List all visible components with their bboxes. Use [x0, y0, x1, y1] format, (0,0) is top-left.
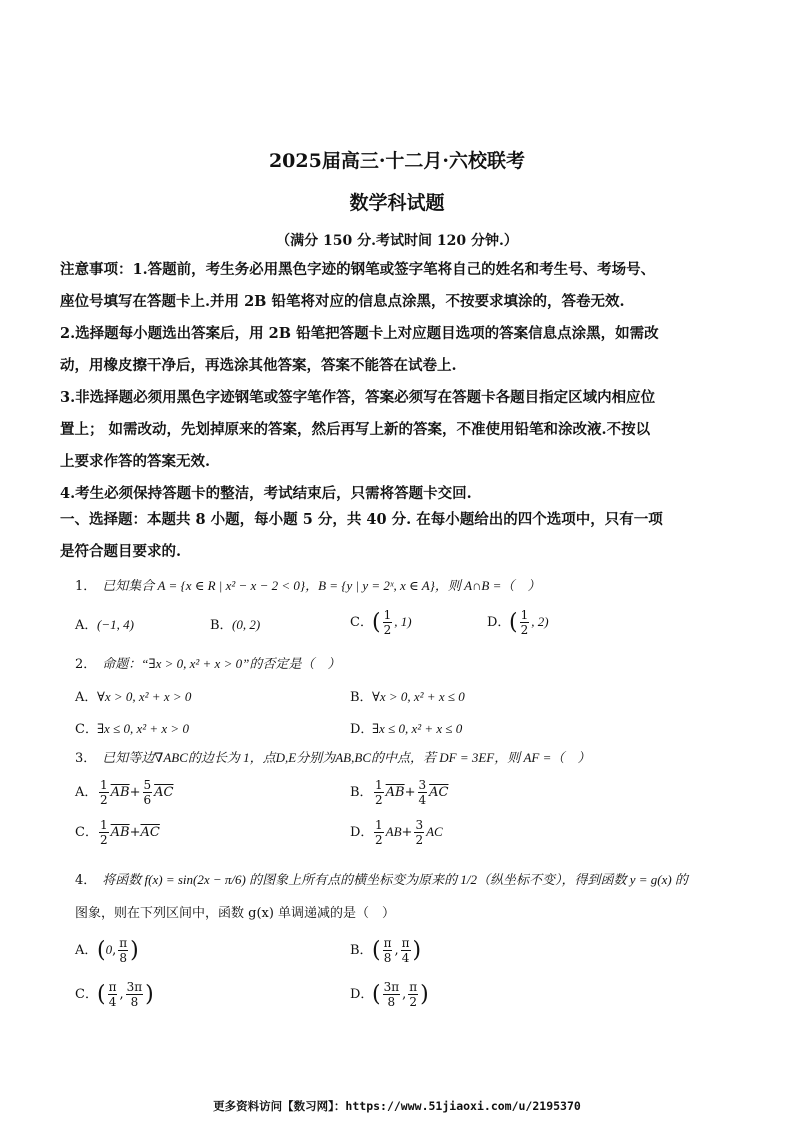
q4-option-a[interactable]: A．(0, $\frac{\pi}{8}$ )	[75, 936, 139, 965]
question-3-options-2	[75, 818, 735, 848]
exam-info: （满分 150 分.考试时间 120 分钟.）	[276, 233, 518, 249]
q1-option-c[interactable]: C．( $\frac{1}{2}$ , 1)	[350, 608, 412, 637]
question-2: 2． 命题：“∃x > 0, x² + x > 0”的否定是（ ）	[75, 656, 341, 672]
q3-option-c[interactable]: C． $\frac{1}{2}$ $\overline{AB}+\overline{AC}$	[75, 818, 160, 847]
question-4-options-2	[75, 980, 735, 1010]
note-line: 4.考生必须保持答题卡的整洁，考试结束后，只需将答题卡交回.	[60, 485, 472, 502]
notes-block	[60, 254, 736, 510]
q3-option-d[interactable]: D． $\frac{1}{2}$ AB+ $\frac{3}{2}$ AC	[350, 818, 443, 847]
note-line: 置上； 如需改动，先划掉原来的答案，然后再写上新的答案，不准使用铅笔和涂改液.不按以	[60, 421, 651, 438]
question-1: 1． 已知集合 A = {x ∈ R | x² − x − 2 < 0}，B = {y | y = 2ˣ, x ∈ A}，则 A∩B =（ ）	[75, 578, 541, 594]
q2-option-d[interactable]: D．∃x ≤ 0, x² + x ≤ 0	[350, 721, 463, 737]
question-3-text: 已知等边∇ABC的边长为 1，点D,E分别为AB,BC的中点，若 DF = 3EF，则 AF =（ ）	[102, 750, 591, 765]
q2-option-a[interactable]: A．∀x > 0, x² + x > 0	[75, 689, 192, 705]
q1-option-d[interactable]: D．( $\frac{1}{2}$ , 2)	[487, 608, 549, 637]
q4-option-b[interactable]: B．( $\frac{\pi}{8}$ , $\frac{\pi}{4}$ )	[350, 936, 422, 965]
q2-option-b[interactable]: B．∀x > 0, x² + x ≤ 0	[350, 689, 465, 705]
note-line: 座位号填写在答题卡上.并用 2B 铅笔将对应的信息点涂黑，不按要求填涂的，答卷无效.	[60, 293, 625, 310]
question-4-line2: 图象，则在下列区间中，函数 g(x) 单调递减的是（ ）	[75, 906, 396, 921]
note-line: 2.选择题每小题选出答案后，用 2B 铅笔把答题卡上对应题目选项的答案信息点涂黑，如需改	[60, 325, 659, 342]
exam-title: 2025届高三·十二月·六校联考	[268, 150, 526, 172]
footer-link[interactable]: 更多资料访问【数习网】：https://www.51jiaoxi.com/u/2195370	[213, 1099, 581, 1113]
subject-title: 数学科试题	[349, 192, 445, 214]
question-1-text: 已知集合 A = {x ∈ R | x² − x − 2 < 0}，B = {y | y = 2ˣ, x ∈ A}，则 A∩B =（ ）	[102, 578, 541, 593]
note-line: 上要求作答的答案无效.	[60, 453, 211, 470]
q1-option-b[interactable]: B．(0, 2)	[210, 617, 261, 633]
question-4-options	[75, 936, 735, 966]
note-line: 3.非选择题必须用黑色字迹钢笔或签字笔作答，答案必须写在答题卡各题目指定区域内相应位	[60, 389, 656, 406]
note-line: 注意事项：1.答题前，考生务必用黑色字迹的钢笔或签字笔将自己的姓名和考生号、考场号、	[60, 261, 656, 278]
question-3: 3． 已知等边∇ABC的边长为 1，点D,E分别为AB,BC的中点，若 DF = 3EF，则 AF =（ ）	[75, 750, 591, 766]
q3-option-a[interactable]: A． $\frac{1}{2}$ $\overline{AB}+$ $\frac{5}{6}$ $\overline{AC}$	[75, 778, 174, 807]
q4-option-d[interactable]: D．( $\frac{3\pi}{8}$ , $\frac{\pi}{2}$ )	[350, 980, 429, 1009]
q4-option-c[interactable]: C．( $\frac{\pi}{4}$ , $\frac{3\pi}{8}$ )	[75, 980, 154, 1009]
question-1-options	[75, 608, 735, 644]
section-heading: 一、选择题：本题共 8 小题，每小题 5 分，共 40 分. 在每小题给出的四个选项中，只有一项 是符合题目要求的.	[60, 511, 663, 560]
q1-option-a[interactable]: A．(−1, 4)	[75, 617, 134, 633]
question-2-text: 命题：“∃x > 0, x² + x > 0”的否定是（ ）	[102, 656, 341, 671]
question-2-options	[75, 686, 735, 716]
question-3-options	[75, 778, 735, 808]
question-2-options-2	[75, 718, 735, 748]
question-4-text: 将函数 f(x) = sin(2x − π/6) 的图象上所有点的横坐标变为原来的 1/2（纵坐标不变），得到函数 y = g(x) 的	[102, 872, 688, 887]
q3-option-b[interactable]: B． $\frac{1}{2}$ $\overline{AB}+$ $\frac{3}{4}$ $\overline{AC}$	[350, 778, 449, 807]
note-line: 动，用橡皮擦干净后，再选涂其他答案，答案不能答在试卷上.	[60, 357, 457, 374]
q2-option-c[interactable]: C．∃x ≤ 0, x² + x > 0	[75, 721, 189, 737]
question-4: 4． 将函数 f(x) = sin(2x − π/6) 的图象上所有点的横坐标变为原来的 1/2（纵坐标不变），得到函数 y = g(x) 的	[75, 872, 688, 888]
